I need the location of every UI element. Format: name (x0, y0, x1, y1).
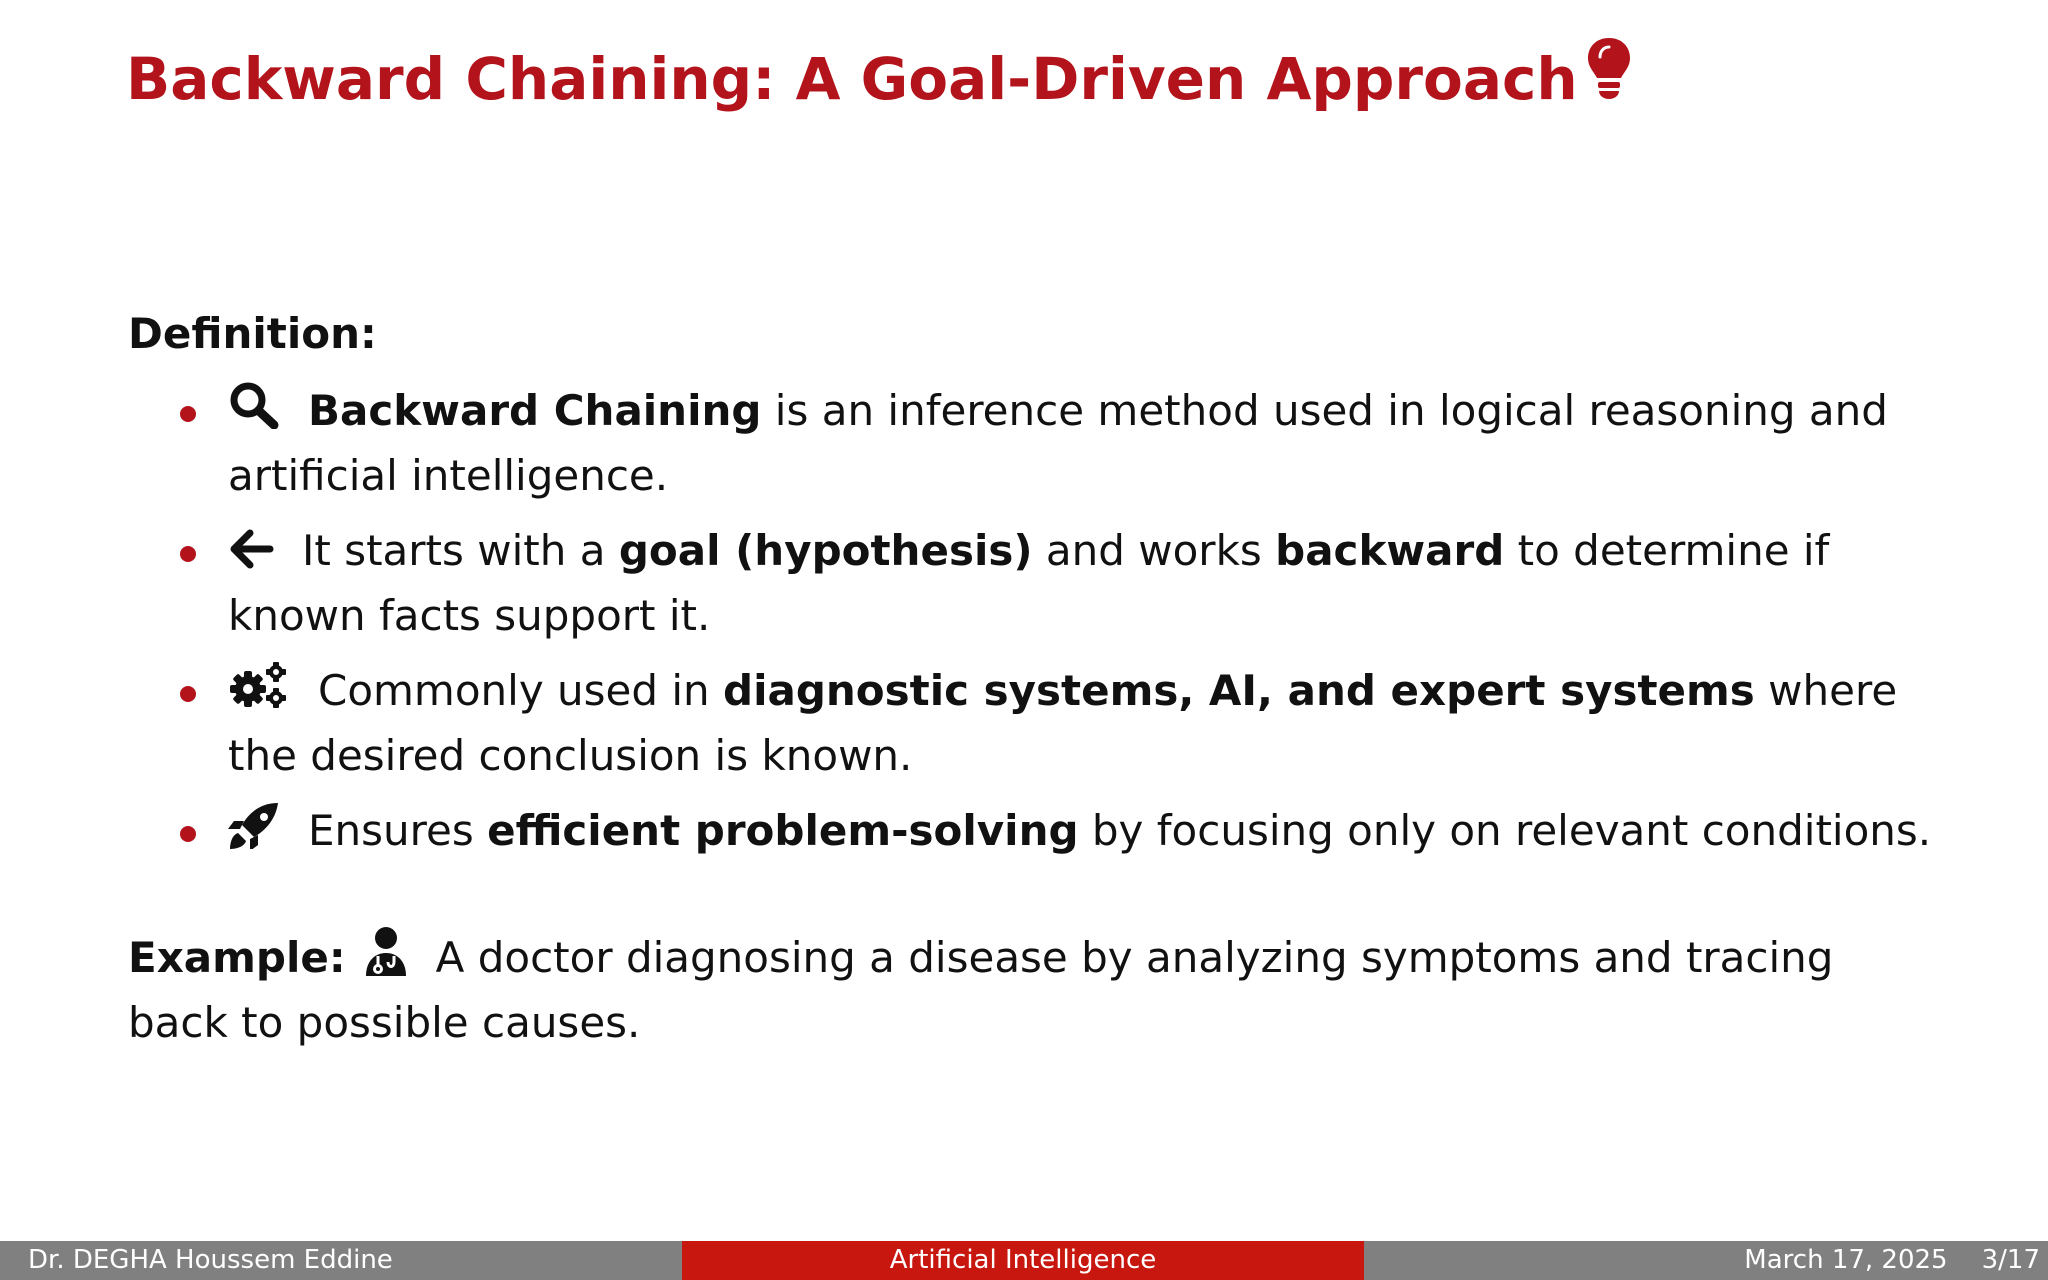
bullet-4-text-1: by focusing only on relevant conditions. (1078, 806, 1932, 855)
footer-author: Dr. DEGHA Houssem Eddine (0, 1241, 682, 1280)
bullet-3-bold: diagnostic systems, AI, and expert systems (723, 666, 1755, 715)
bullet-2-bold-goal: goal (hypothesis) (618, 526, 1033, 575)
bullet-dot (180, 826, 196, 842)
bullet-backward-chaining (128, 380, 1968, 506)
arrow-left-icon (228, 524, 274, 585)
footer-right (1364, 1241, 2048, 1280)
bullet-2-text-0: It starts with a (302, 526, 619, 575)
bullet-1-text: is an inference method used in logical reasoning and artificial intelligence. (228, 386, 1888, 500)
bullet-efficiency (128, 800, 1968, 865)
example-label: Example: (128, 933, 346, 982)
bullet-2-bold-backward: backward (1275, 526, 1505, 575)
search-icon (228, 381, 280, 445)
bullet-2-text-1: and works (1032, 526, 1276, 575)
bullet-applications (128, 660, 1968, 786)
bullet-dot (180, 406, 196, 422)
doctor-icon (364, 926, 408, 992)
bullet-3-text-1: where the desired conclusion is known. (228, 666, 1898, 780)
gears-icon (228, 661, 290, 725)
bullet-4-bold: efficient problem-solving (487, 806, 1079, 855)
footer-bar (0, 1241, 2048, 1280)
bullet-4-text-0: Ensures (308, 806, 488, 855)
lightbulb-icon (1586, 36, 1632, 122)
example-text: A doctor diagnosing a disease by analyzing symptoms and tracing back to possible causes. (128, 933, 1834, 1047)
footer-page-number: 3/17 (1981, 1245, 2040, 1275)
slide-title (126, 36, 1632, 122)
bullet-3-text-0: Commonly used in (318, 666, 724, 715)
footer-course: Artificial Intelligence (682, 1241, 1364, 1280)
bullet-goal-driven (128, 520, 1968, 646)
definition-list (128, 380, 1968, 879)
bullet-dot (180, 546, 196, 562)
rocket-icon (228, 801, 280, 865)
bullet-1-bold: Backward Chaining (308, 386, 762, 435)
example-paragraph (128, 926, 1908, 1053)
bullet-dot (180, 686, 196, 702)
bullet-2-text-2: to determine if known facts support it. (228, 526, 1830, 640)
slide-title-text: Backward Chaining: A Goal-Driven Approach (126, 45, 1578, 113)
footer-date: March 17, 2025 (1744, 1245, 1948, 1275)
definition-heading: Definition: (128, 309, 377, 358)
